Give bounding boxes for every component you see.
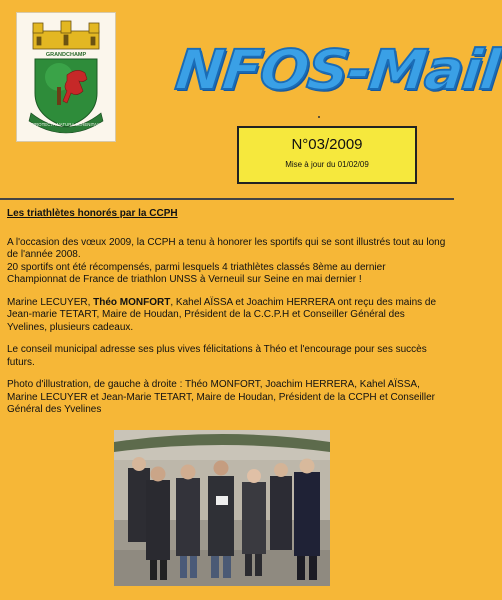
crest-motto-label: PROTECTA NATURA SERENITAS [32,122,100,127]
article-paragraph-2 [7,297,447,335]
issue-update-date: Mise à jour du 01/02/09 [285,160,369,169]
crest-emblem [17,13,115,141]
town-crest [16,12,116,142]
header-divider [0,198,454,200]
group-photo-image [114,430,330,586]
crest-town-label: GRANDCHAMP [45,52,87,58]
article-p1-line2: 20 sportifs ont été récompensés, parmi lesquels 4 triathlètes classés 8ème au dernier Championnat de France de triathlon UNSS à Verneuil sur Seine en mai dernier ! [7,261,386,285]
article-paragraph-4: Photo d'illustration, de gauche à droite : Théo MONFORT, Joachim HERRERA, Kahel AÏSSA, Marine LECUYER et Jean-Marie TETART, Maire de Houdan, Président de la CCPH et Conseiller Général des Yvelines [7,379,435,415]
masthead [172,30,502,110]
article-title: Les triathlètes honorés par la CCPH [7,208,178,219]
article-p2-start: Marine LECUYER, [7,296,94,308]
article-p2-bold-name: Théo MONFORT [93,296,171,308]
masthead-dot [318,116,320,118]
article-paragraph-3: Le conseil municipal adresse ses plus vives félicitations à Théo et l'encourage pour ses succès futurs. [7,344,427,368]
masthead-title: NFOS-Mail [172,37,502,103]
article-p2-end: , Kahel AÏSSA et Joachim HERRERA ont reçu des mains de Jean-marie TETART, Maire de Houdan, Président de la C.C.P.H et Conseiller Général des Yvelines, plusieurs cadeaux. [7,296,437,333]
group-photo [114,430,330,586]
article-p1-line1: A l'occasion des vœux 2009, la CCPH a tenu à honorer les sportifs qui se sont illustrés tout au long de l'année 2008. [7,236,446,260]
article-paragraph-1 [7,237,447,287]
article [7,208,447,427]
issue-number: N°03/2009 [291,136,363,153]
issue-box [237,126,417,184]
